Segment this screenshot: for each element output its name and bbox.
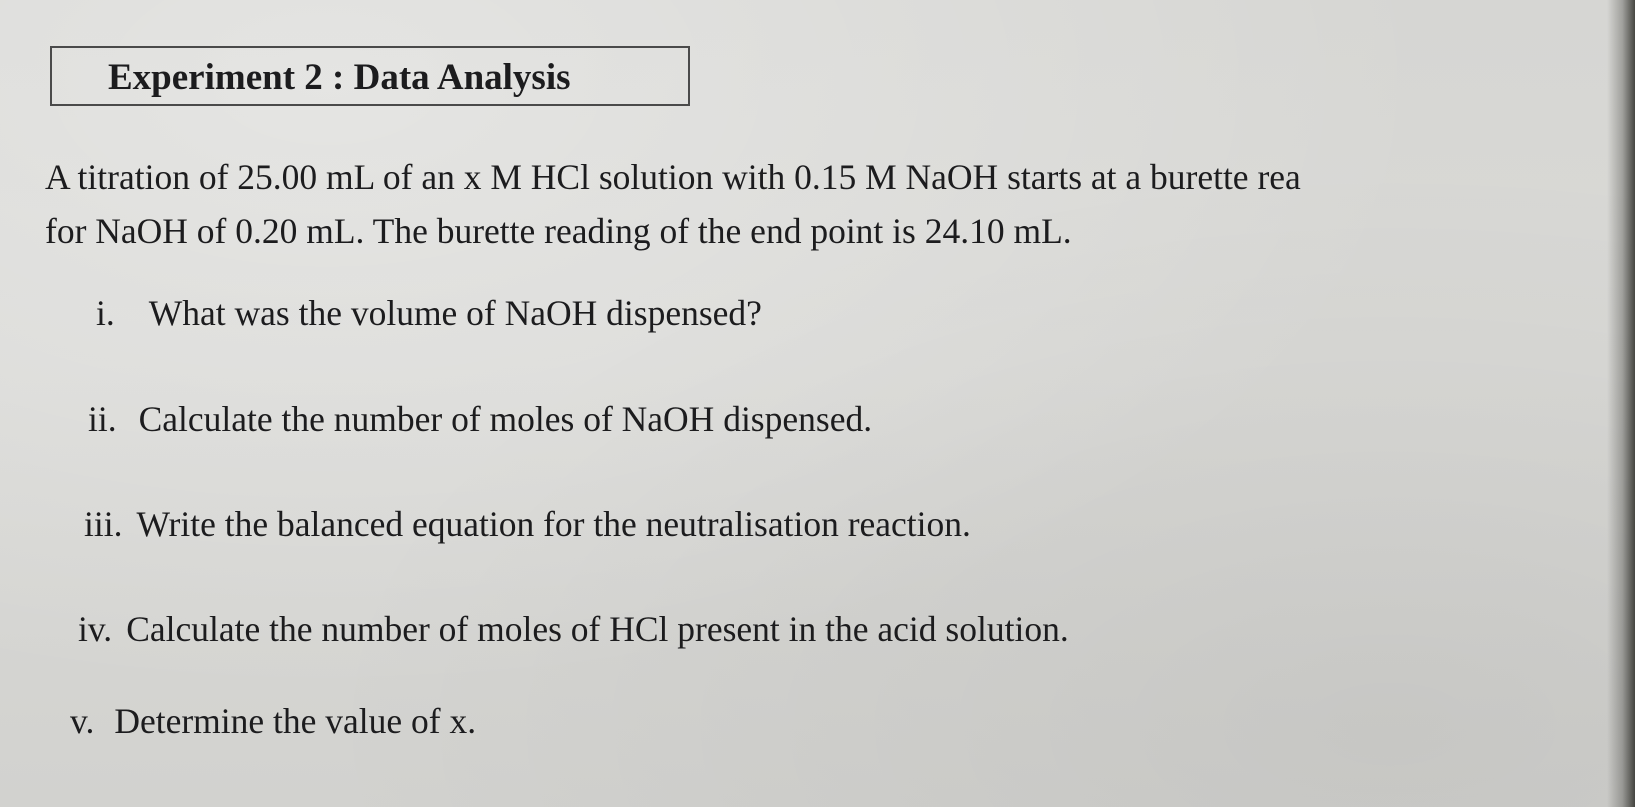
question-item	[96, 292, 762, 334]
page-title: Experiment 2 : Data Analysis	[108, 57, 571, 98]
page-edge-shadow	[1607, 0, 1635, 807]
question-text: Write the balanced equation for the neutralisation reaction.	[136, 504, 971, 544]
question-number: v.	[70, 701, 95, 741]
question-item	[84, 503, 971, 545]
question-item	[70, 700, 476, 742]
question-number: ii.	[88, 399, 117, 439]
question-number: i.	[96, 293, 115, 333]
question-number: iv.	[78, 609, 113, 649]
question-text: Calculate the number of moles of HCl present in the acid solution.	[126, 609, 1069, 649]
intro-line-1: A titration of 25.00 mL of an x M HCl solution with 0.15 M NaOH starts at a burette rea	[45, 157, 1301, 197]
question-text: Calculate the number of moles of NaOH dispensed.	[138, 399, 873, 439]
question-text: What was the volume of NaOH dispensed?	[148, 293, 762, 333]
question-number: iii.	[84, 504, 123, 544]
question-text: Determine the value of x.	[114, 701, 477, 741]
intro-paragraph	[45, 150, 1625, 258]
title-box	[50, 46, 690, 106]
intro-line-2: for NaOH of 0.20 mL. The burette reading of the end point is 24.10 mL.	[45, 211, 1072, 251]
question-item	[88, 398, 872, 440]
question-item	[78, 608, 1069, 650]
